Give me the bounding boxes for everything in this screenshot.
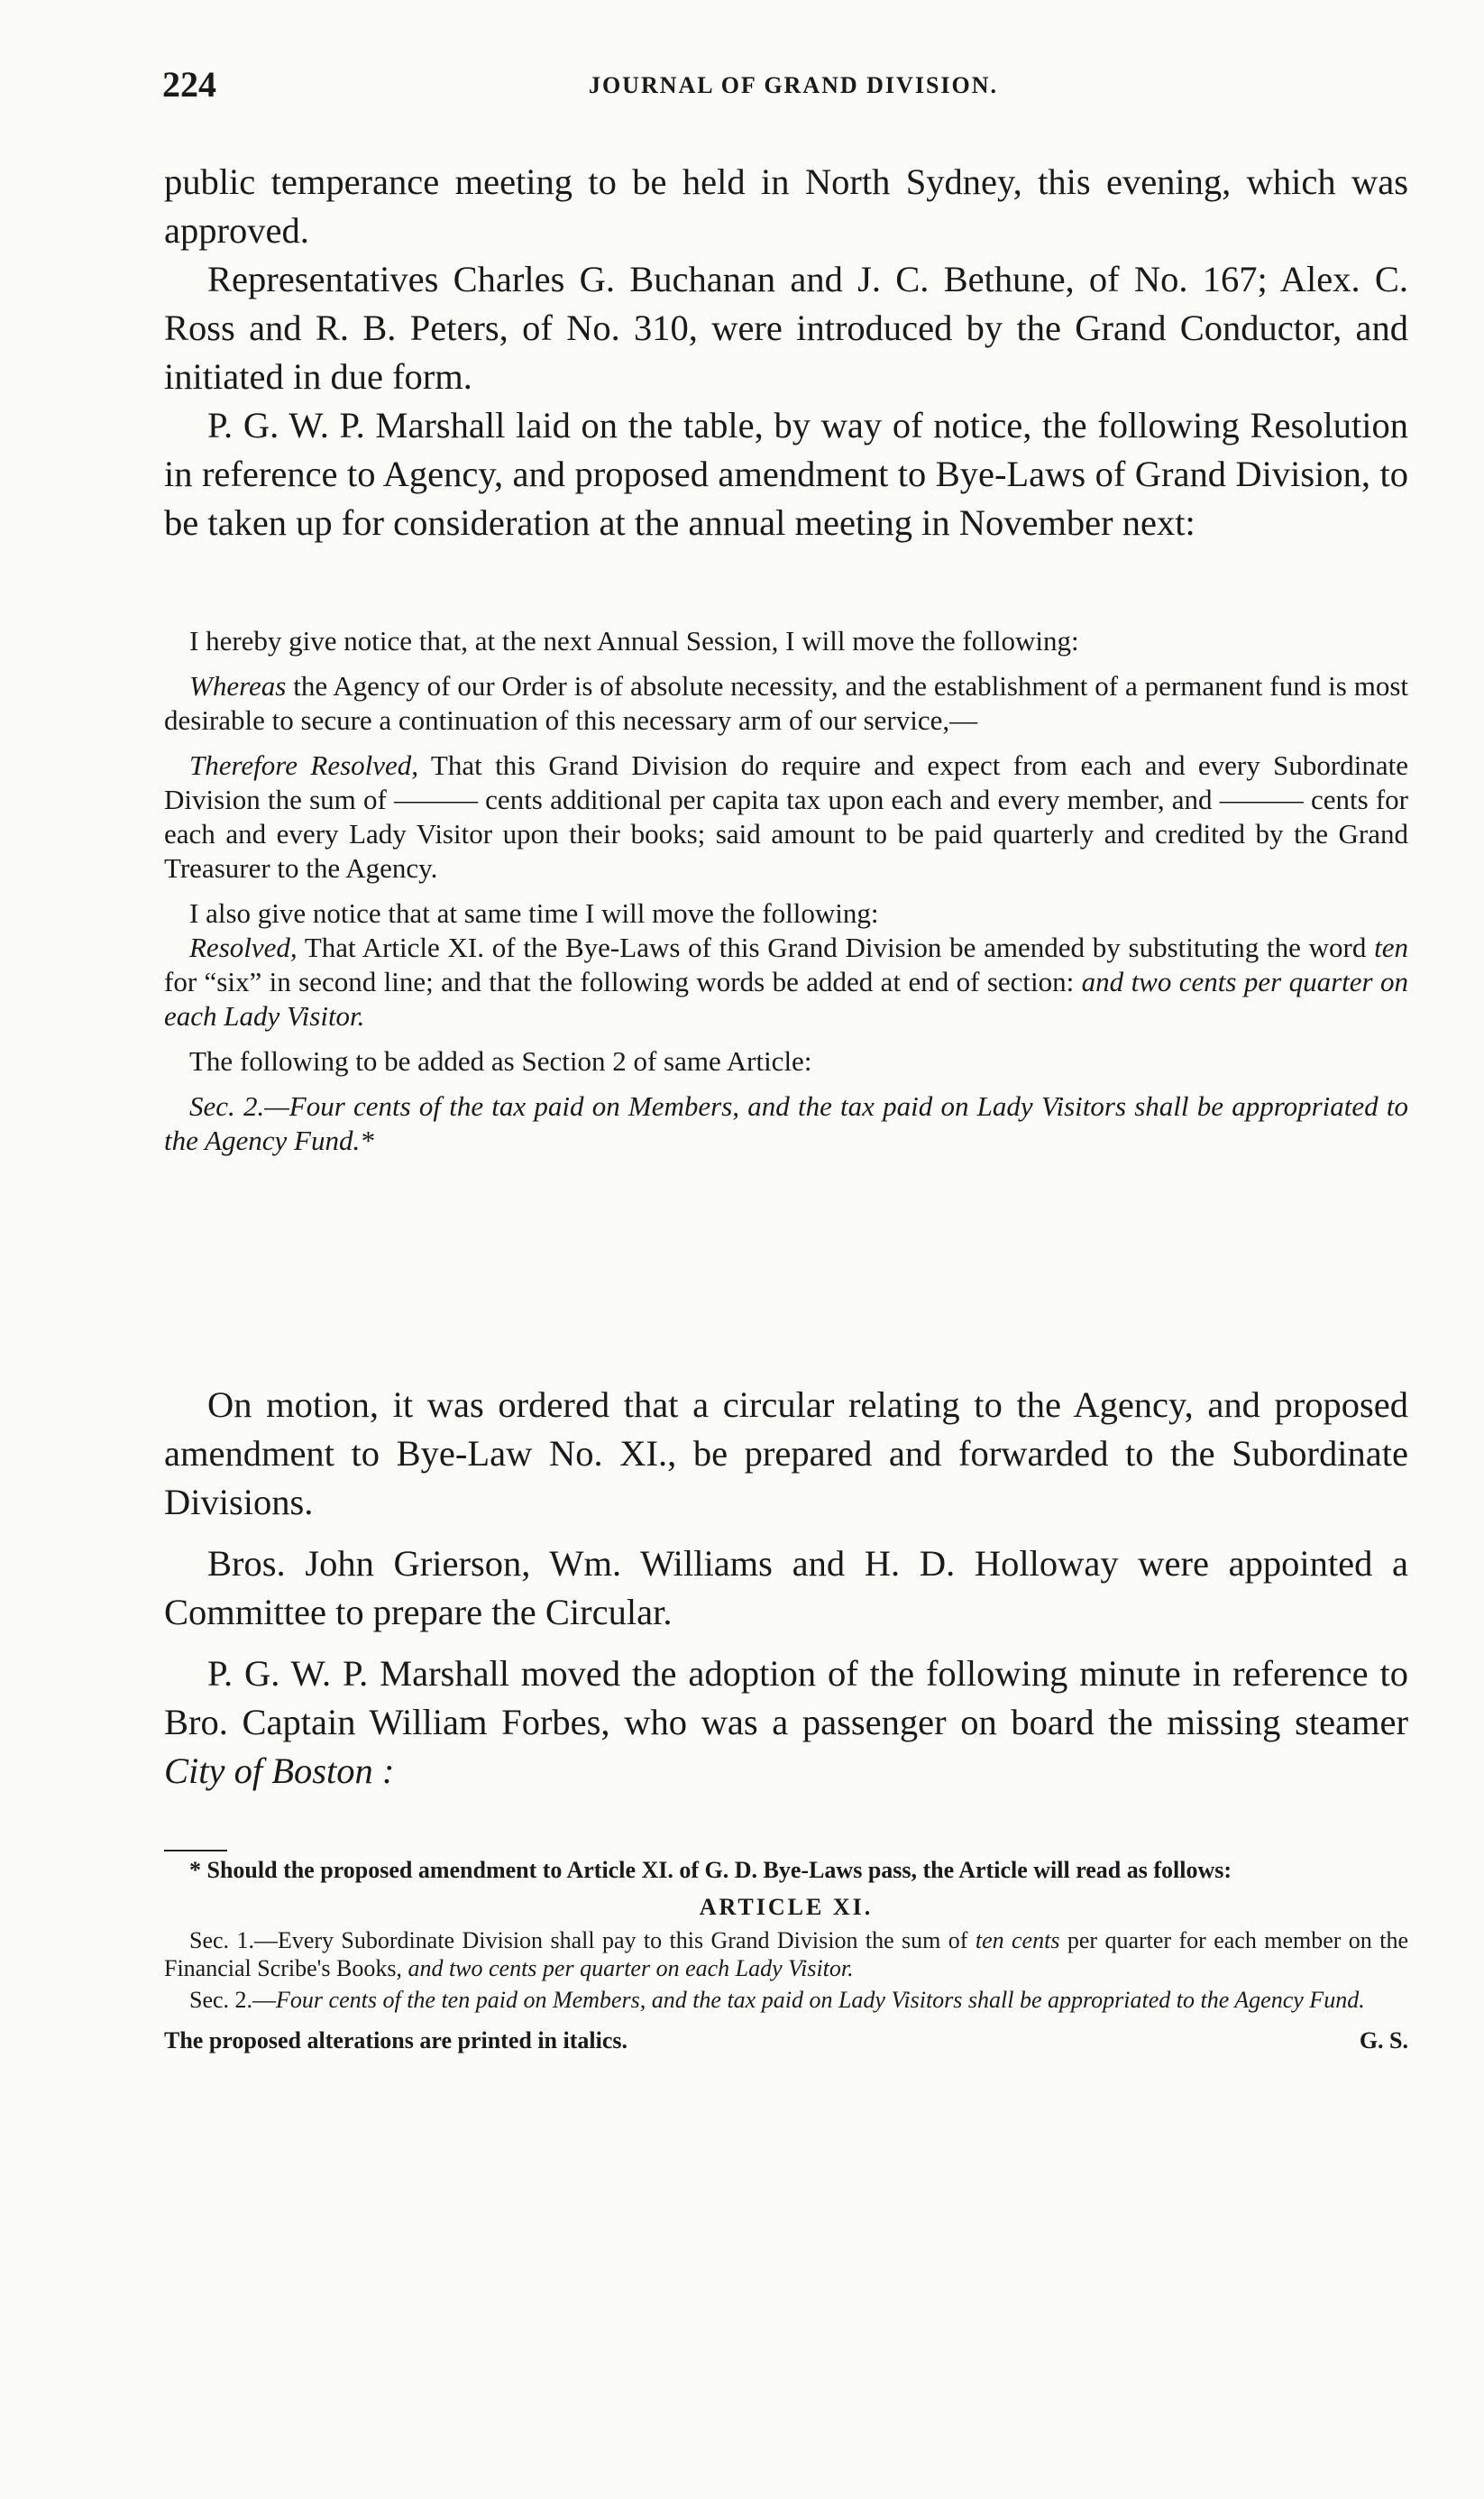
signature-initials: G. S. bbox=[1359, 2027, 1408, 2053]
notice-paragraph bbox=[164, 749, 1408, 886]
body-section-1 bbox=[164, 158, 1408, 547]
italic-word: ten bbox=[1374, 932, 1408, 963]
notice-paragraph bbox=[164, 669, 1408, 738]
footnote-section-2 bbox=[164, 1986, 1408, 2014]
notice-paragraph: I hereby give notice that, at the next Annual Session, I will move the following: bbox=[189, 625, 1079, 657]
notice-text: the Agency of our Order is of absolute necessity, and the establishment of a permanent fund is most desirable to secure a continuation of this necessary arm of our service,— bbox=[164, 670, 1408, 736]
footnote-text: Sec. 2.— bbox=[189, 1987, 277, 2013]
page-header bbox=[162, 63, 1424, 117]
italic-phrase: and two cents per quarter on each Lady Visitor. bbox=[164, 966, 1408, 1032]
footnote-rule bbox=[164, 1850, 227, 1851]
resolved-label: Resolved, bbox=[189, 932, 298, 963]
article-heading: ARTICLE XI. bbox=[699, 1894, 874, 1920]
paragraph bbox=[164, 1649, 1408, 1796]
footnote-intro: * Should the proposed amendment to Article XI. of G. D. Bye-Laws pass, the Article will read as follows: bbox=[189, 1857, 1232, 1883]
notice-of-motion bbox=[164, 624, 1408, 1158]
notice-paragraph: The following to be added as Section 2 of same Article: bbox=[189, 1045, 812, 1077]
notice-text: for “six” in second line; and that the following words be added at end of section: bbox=[164, 966, 1082, 997]
page-number: 224 bbox=[162, 64, 216, 105]
notice-paragraph bbox=[164, 931, 1408, 1034]
italic-phrase: and two cents per quarter on each Lady Visitor. bbox=[408, 1955, 854, 1981]
italic-phrase: ten cents bbox=[975, 1927, 1060, 1953]
notice-paragraph bbox=[164, 1089, 1408, 1158]
paragraph: Bros. John Grierson, Wm. Williams and H. D. Holloway were appointed a Committee to prepare the Circular. bbox=[164, 1543, 1408, 1632]
notice-paragraph: I also give notice that at same time I will move the following: bbox=[189, 897, 879, 929]
notice-text: That Article XI. of the Bye-Laws of this Grand Division be amended by substituting the word bbox=[297, 932, 1375, 963]
italic-phrase: Four cents of the ten paid on Members, and the tax paid on Lady Visitors shall be appropriated to the Agency Fund. bbox=[276, 1987, 1365, 2013]
footnote-closing bbox=[164, 2026, 1408, 2054]
paragraph: P. G. W. P. Marshall laid on the table, by way of notice, the following Resolution in reference to Agency, and proposed amendment to Bye-Laws of Grand Division, to be taken up for consideration at the annual meeting in November next: bbox=[164, 405, 1408, 543]
notice-text: That this Grand Division do require and expect from each and every Subordinate Division the sum of ——— cents additional per capita tax upon each and every member, and ——— cents for each and every Lady Visitor upon their books; said amount to be paid quarterly and credited by the Grand Treasurer to the Agency. bbox=[164, 749, 1408, 884]
section-2-text: Sec. 2.—Four cents of the tax paid on Members, and the tax paid on Lady Visitors shall be appropriated to the Agency Fund.* bbox=[164, 1090, 1408, 1156]
running-title: JOURNAL OF GRAND DIVISION. bbox=[588, 72, 999, 98]
paragraph-text: P. G. W. P. Marshall moved the adoption of the following minute in reference to Bro. Captain William Forbes, who was a passenger on board the missing steamer bbox=[164, 1653, 1408, 1742]
paragraph: Representatives Charles G. Buchanan and J. C. Bethune, of No. 167; Alex. C. Ross and R. B. Peters, of No. 310, were introduced by the Grand Conductor, and initiated in due form. bbox=[164, 259, 1408, 397]
body-section-2 bbox=[164, 1381, 1408, 1808]
paragraph: On motion, it was ordered that a circular relating to the Agency, and proposed amendment to Bye-Law No. XI., be prepared and forwarded to the Subordinate Divisions. bbox=[164, 1384, 1408, 1522]
footnote-text: Sec. 1.—Every Subordinate Division shall pay to this Grand Division the sum of bbox=[189, 1927, 976, 1953]
footnote-text: per quarter for each member on the Financial Scribe's Books, bbox=[164, 1927, 1408, 1981]
closing-note: The proposed alterations are printed in italics. bbox=[164, 2027, 627, 2053]
paragraph: public temperance meeting to be held in North Sydney, this evening, which was approved. bbox=[164, 161, 1408, 251]
resolved-label: Therefore Resolved, bbox=[189, 749, 419, 781]
ship-name: City of Boston : bbox=[164, 1750, 395, 1791]
whereas-label: Whereas bbox=[189, 670, 287, 702]
footnote bbox=[164, 1856, 1408, 2054]
footnote-section-1 bbox=[164, 1926, 1408, 1982]
